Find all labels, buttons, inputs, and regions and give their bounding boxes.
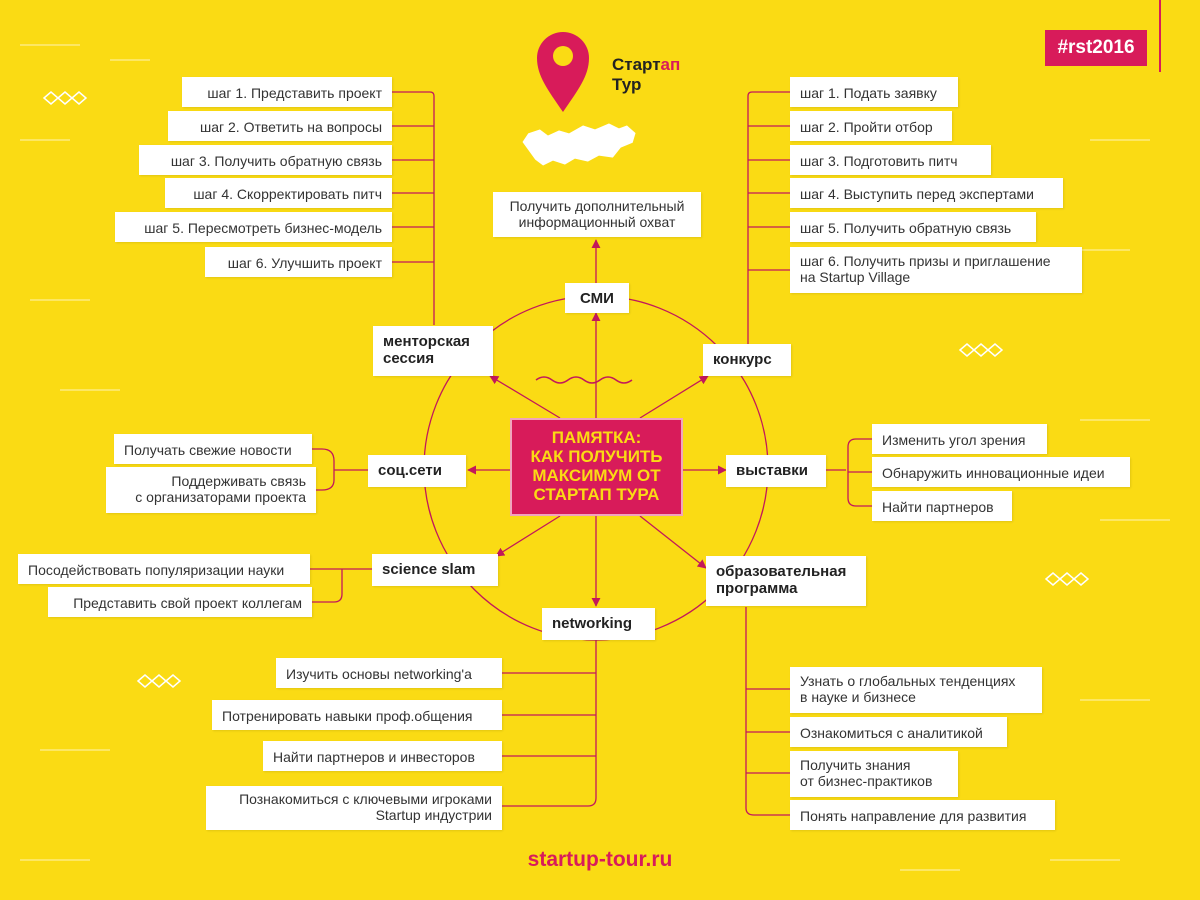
scienceslam-bracket	[310, 569, 372, 602]
arrow-edu	[640, 516, 706, 568]
mentor-bracket	[392, 92, 434, 325]
node-smi: СМИ	[565, 283, 629, 313]
wave-decor	[536, 377, 632, 383]
scienceslam-item-2: Представить свой проект коллегам	[48, 587, 312, 617]
mentor-step-3: шаг 3. Получить обратную связь	[139, 145, 392, 175]
scienceslam-item-1: Посодействовать популяризации науки	[18, 554, 310, 584]
socseti-news: Получать свежие новости	[114, 434, 312, 464]
konkurs-step-5: шаг 5. Получить обратную связь	[790, 212, 1036, 242]
networking-players: Познакомиться с ключевыми игроками Startup индустрии	[206, 786, 502, 830]
konkurs-step-2: шаг 2. Пройти отбор	[790, 111, 952, 141]
vystavki-bracket	[826, 439, 872, 506]
mentor-step-6: шаг 6. Улучшить проект	[205, 247, 392, 277]
smi-info-box: Получить дополнительный информационный охват	[493, 192, 701, 237]
konkurs-step-3: шаг 3. Подготовить питч	[790, 145, 991, 175]
edu-trends: Узнать о глобальных тенденциях в науке и бизнесе	[790, 667, 1042, 713]
arrow-mentor	[490, 376, 560, 418]
node-konkurs: конкурс	[703, 344, 791, 376]
logo-text: Стартап Тур	[612, 55, 681, 94]
node-edu: образовательная программа	[706, 556, 866, 606]
node-vystavki: выставки	[726, 455, 826, 487]
arrow-scienceslam	[496, 516, 560, 556]
vystavki-item-3: Найти партнеров	[872, 491, 1012, 521]
konkurs-step-1: шаг 1. Подать заявку	[790, 77, 958, 107]
networking-skills: Потренировать навыки проф.общения	[212, 700, 502, 730]
vystavki-item-1: Изменить угол зрения	[872, 424, 1047, 454]
node-mentor: менторская сессия	[373, 326, 493, 376]
socseti-bracket	[312, 449, 368, 490]
node-networking: networking	[542, 608, 655, 640]
konkurs-bracket	[748, 92, 790, 344]
node-socseti: соц.сети	[368, 455, 466, 487]
edu-bracket	[746, 607, 790, 815]
russia-map-icon	[522, 123, 636, 166]
socseti-contact: Поддерживать связь с организаторами проекта	[106, 467, 316, 513]
mentor-step-1: шаг 1. Представить проект	[182, 77, 392, 107]
mentor-step-4: шаг 4. Скорректировать питч	[165, 178, 392, 208]
networking-basics: Изучить основы networking'а	[276, 658, 502, 688]
arrow-konkurs	[640, 376, 708, 418]
footer-url[interactable]: startup-tour.ru	[527, 848, 673, 871]
vystavki-item-2: Обнаружить инновационные идеи	[872, 457, 1130, 487]
mentor-step-2: шаг 2. Ответить на вопросы	[168, 111, 392, 141]
edu-analytics: Ознакомиться с аналитикой	[790, 717, 1007, 747]
hashtag-badge: #rst2016	[1045, 30, 1147, 66]
networking-bracket	[502, 640, 596, 806]
edu-direction: Понять направление для развития	[790, 800, 1055, 830]
node-scienceslam: science slam	[372, 554, 498, 586]
konkurs-step-6: шаг 6. Получить призы и приглашение на Startup Village	[790, 247, 1082, 293]
center-title: ПАМЯТКА: КАК ПОЛУЧИТЬ МАКСИМУМ ОТ СТАРТАП ТУРА	[510, 418, 683, 516]
map-pin-icon	[537, 32, 589, 112]
konkurs-step-4: шаг 4. Выступить перед экспертами	[790, 178, 1063, 208]
mentor-step-5: шаг 5. Пересмотреть бизнес-модель	[115, 212, 392, 242]
networking-partners: Найти партнеров и инвесторов	[263, 741, 502, 771]
edu-knowledge: Получить знания от бизнес-практиков	[790, 751, 958, 797]
